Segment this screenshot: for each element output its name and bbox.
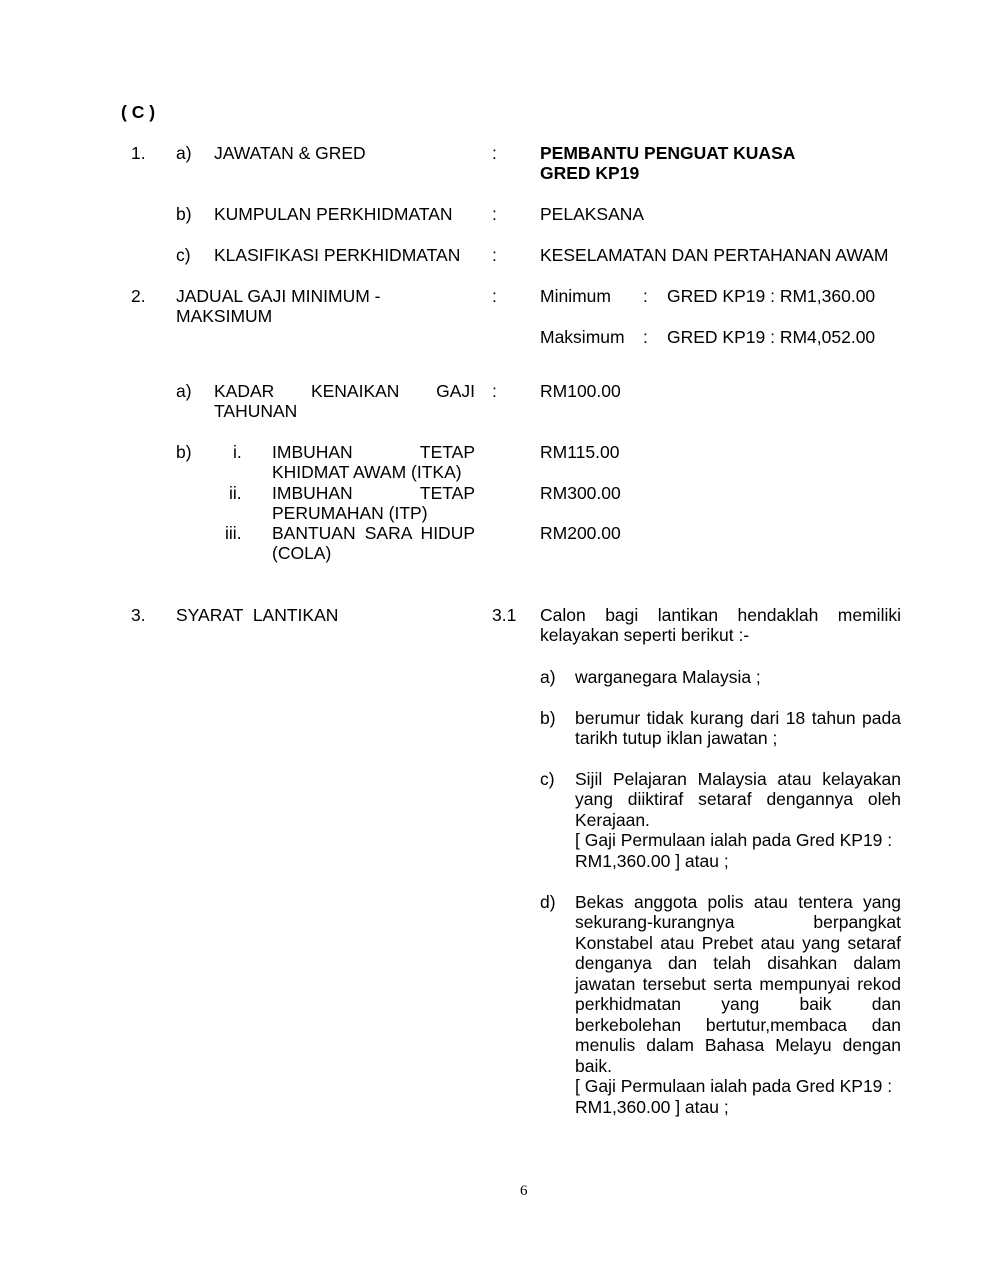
salary-min-value: GRED KP19 : RM1,360.00 [667,286,876,306]
condition-line: sekurang-kurangnya berpangkat [575,912,901,932]
item-1a-letter: a) [176,143,192,163]
item-3-subnumber: 3.1 [492,605,517,625]
item-2-colon: : [492,286,497,306]
allowance-line2: PERUMAHAN (ITP) [272,503,428,523]
allowance-line2: (COLA) [272,543,332,563]
condition-line: warganegara Malaysia ; [575,667,761,687]
condition-line: Sijil Pelajaran Malaysia atau kelayakan [575,769,901,789]
condition-line: yang diiktiraf setaraf dengannya oleh [575,789,901,809]
condition-line: menulis dalam Bahasa Melayu dengan [575,1035,901,1055]
salary-max-colon: : [643,327,648,347]
item-2-label-line1: JADUAL GAJI MINIMUM - [176,286,381,306]
item-3-intro-line1: Calon bagi lantikan hendaklah memiliki [540,605,901,625]
item-1b-letter: b) [176,204,192,224]
allowance-roman: i. [233,442,242,462]
item-2a-line1: KADAR KENAIKAN GAJI [214,381,475,401]
condition-line: baik. [575,1056,612,1076]
condition-letter: a) [540,667,556,687]
condition-letter: d) [540,892,556,912]
condition-line: [ Gaji Permulaan ialah pada Gred KP19 : [575,1076,893,1096]
condition-line: berumur tidak kurang dari 18 tahun pada [575,708,901,728]
item-1b-label: KUMPULAN PERKHIDMATAN [214,204,453,224]
item-1a-label: JAWATAN & GRED [214,143,366,163]
allowance-value: RM200.00 [540,523,621,543]
condition-line: Bekas anggota polis atau tentera yang [575,892,901,912]
condition-letter: b) [540,708,556,728]
item-3-intro-line2: kelayakan seperti berikut :- [540,625,750,645]
condition-line: jawatan tersebut serta mempunyai rekod [575,974,901,994]
condition-letter: c) [540,769,555,789]
allowance-value: RM115.00 [540,442,620,462]
allowance-roman: ii. [229,483,242,503]
item-3-number: 3. [131,605,146,625]
allowance-line1: IMBUHAN TETAP [272,483,475,503]
item-1c-label: KLASIFIKASI PERKHIDMATAN [214,245,461,265]
item-2a-colon: : [492,381,497,401]
item-1c-value: KESELAMATAN DAN PERTAHANAN AWAM [540,245,889,265]
salary-max-label: Maksimum [540,327,625,347]
page-number: 6 [520,1183,528,1199]
allowance-line1: BANTUAN SARA HIDUP [272,523,475,543]
item-2b-letter: b) [176,442,192,462]
condition-line: berkebolehan bertutur,membaca dan [575,1015,901,1035]
condition-line: tarikh tutup iklan jawatan ; [575,728,778,748]
item-1a-value-line1: PEMBANTU PENGUAT KUASA [540,143,796,163]
item-2-label-line2: MAKSIMUM [176,306,273,326]
condition-line: Konstabel atau Prebet atau yang setaraf [575,933,901,953]
condition-line: perkhidmatan yang baik dan [575,994,901,1014]
allowance-roman: iii. [225,523,242,543]
allowance-value: RM300.00 [540,483,621,503]
salary-min-label: Minimum [540,286,611,306]
condition-line: [ Gaji Permulaan ialah pada Gred KP19 : [575,830,893,850]
salary-max-value: GRED KP19 : RM4,052.00 [667,327,876,347]
salary-min-colon: : [643,286,648,306]
allowance-line2: KHIDMAT AWAM (ITKA) [272,462,462,482]
condition-line: Kerajaan. [575,810,650,830]
item-2-number: 2. [131,286,146,306]
item-1c-letter: c) [176,245,191,265]
condition-line: RM1,360.00 ] atau ; [575,851,729,871]
item-3-label: SYARAT LANTIKAN [176,605,339,625]
item-1a-value-line2: GRED KP19 [540,163,640,183]
item-1c-colon: : [492,245,497,265]
item-1a-colon: : [492,143,497,163]
section-label: ( C ) [121,102,156,122]
item-2a-line2: TAHUNAN [214,401,298,421]
item-1b-colon: : [492,204,497,224]
item-1-number: 1. [131,143,146,163]
condition-line: RM1,360.00 ] atau ; [575,1097,729,1117]
item-1b-value: PELAKSANA [540,204,645,224]
allowance-line1: IMBUHAN TETAP [272,442,475,462]
condition-line: denganya dan telah disahkan dalam [575,953,901,973]
item-2a-value: RM100.00 [540,381,621,401]
item-2a-letter: a) [176,381,192,401]
